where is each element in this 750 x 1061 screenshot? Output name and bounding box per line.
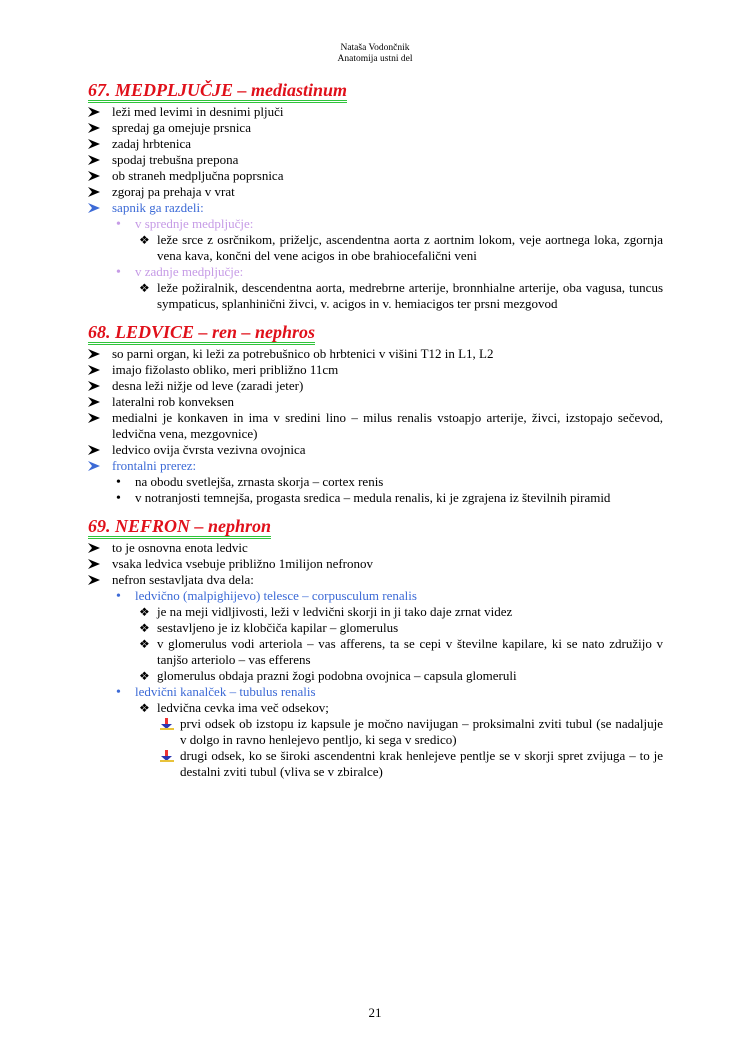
list-item	[88, 152, 663, 168]
dot-bullet-icon: •	[116, 265, 121, 280]
document-body	[88, 80, 663, 790]
list-item	[88, 410, 663, 442]
diamond-bullet-icon: ❖	[139, 621, 150, 635]
list-item-text: glomerulus obdaja prazni žogi podobna ovojnica – capsula glomeruli	[157, 668, 517, 683]
list-item	[88, 120, 663, 136]
list-item-text: sestavljeno je iz klobčiča kapilar – glomerulus	[157, 620, 399, 635]
list-item	[88, 378, 663, 394]
diamond-bullet-icon: ❖	[139, 233, 150, 247]
diamond-bullet-icon: ❖	[139, 669, 150, 683]
dot-bullet-icon: •	[116, 589, 121, 604]
list-item	[88, 556, 663, 572]
diamond-bullet-icon: ❖	[139, 637, 150, 651]
list-item-text: lateralni rob konveksen	[112, 394, 235, 409]
list-item	[88, 716, 663, 748]
arrow-bullet-icon	[88, 136, 100, 153]
arrow-bullet-icon	[88, 200, 100, 217]
section	[88, 322, 663, 506]
list-item-text: nefron sestavljata dva dela:	[112, 572, 254, 587]
arrow-bullet-icon	[88, 442, 100, 459]
dot-bullet-icon: •	[116, 475, 121, 490]
list-item	[88, 442, 663, 458]
section-heading: 69. NEFRON – nephron	[88, 516, 271, 539]
arrow-bullet-icon	[88, 152, 100, 169]
list-item	[88, 200, 663, 216]
list-item-text: spodaj trebušna prepona	[112, 152, 239, 167]
list-item	[88, 684, 663, 700]
list-item	[88, 636, 663, 668]
arrow-bullet-icon	[88, 346, 100, 363]
list-item	[88, 346, 663, 362]
list-item	[88, 474, 663, 490]
list-item	[88, 458, 663, 474]
section	[88, 80, 663, 312]
list-item	[88, 264, 663, 280]
list-item	[88, 362, 663, 378]
list-item	[88, 588, 663, 604]
list-item-text: leži med levimi in desnimi pljuči	[112, 104, 284, 119]
list-item-text: imajo fižolasto obliko, meri približno 11cm	[112, 362, 339, 377]
arrow-bullet-icon	[88, 410, 100, 427]
diamond-bullet-icon: ❖	[139, 281, 150, 295]
arrow-bullet-icon	[88, 458, 100, 475]
list-item-text: drugi odsek, ko se široki ascendentni krak henlejeve pentlje se v skorji spret zvijuga – to je destalni zviti tubul (vliva se v zbiralce)	[180, 748, 663, 779]
list-item	[88, 700, 663, 716]
list-item-text: ledvična cevka ima več odsekov;	[157, 700, 329, 715]
list-item	[88, 394, 663, 410]
list-item-text: ob straneh medpljučna poprsnica	[112, 168, 284, 183]
list-item-text: leže požiralnik, descendentna aorta, medrebrne arterije, bronnhialne arterije, oba vagusa, tuncus sympaticus, splanhinični živci, v. acigos in v. hemiacigos ter prsni mezgovod	[157, 280, 663, 311]
arrow-bullet-icon	[88, 540, 100, 557]
arrow-bullet-icon	[88, 378, 100, 395]
list-item-text: desna leži nižje od leve (zaradi jeter)	[112, 378, 304, 393]
list-item	[88, 232, 663, 264]
dot-bullet-icon: •	[116, 217, 121, 232]
list-item	[88, 216, 663, 232]
list-item-text: prvi odsek ob izstopu iz kapsule je močno navijugan – proksimalni zviti tubul (se nadaljuje v dolgo in ravno henlejevo pentljo, ki sega v sredico)	[180, 716, 663, 747]
section	[88, 516, 663, 780]
header-subtitle: Anatomija ustni del	[337, 54, 413, 64]
arrow-bullet-icon	[88, 168, 100, 185]
list-item-text: ledvico ovija čvrsta vezivna ovojnica	[112, 442, 306, 457]
list-item-text: sapnik ga razdeli:	[112, 200, 204, 215]
list-item-text: ledvični kanalček – tubulus renalis	[135, 684, 316, 699]
list-item	[88, 620, 663, 636]
list-item	[88, 104, 663, 120]
list-item	[88, 668, 663, 684]
list-item	[88, 540, 663, 556]
arrow-bullet-icon	[88, 572, 100, 589]
down-arrow-bullet-icon	[160, 748, 174, 766]
list-item	[88, 184, 663, 200]
dot-bullet-icon: •	[116, 685, 121, 700]
list-item	[88, 490, 663, 506]
arrow-bullet-icon	[88, 120, 100, 137]
list-item-text: medialni je konkaven in ima v sredini lino – milus renalis vstoapjo arterije, živci, izstopajo sečevod, ledvična vena, mezgovnice)	[112, 410, 663, 441]
list-item	[88, 136, 663, 152]
list-item-text: frontalni prerez:	[112, 458, 197, 473]
arrow-bullet-icon	[88, 394, 100, 411]
list-item-text: v glomerulus vodi arteriola – vas afferens, ta se cepi v številne kapilare, ki se nato združijo v tanjšo arteriolo – vas efferens	[157, 636, 663, 667]
list-item	[88, 168, 663, 184]
list-item	[88, 572, 663, 588]
arrow-bullet-icon	[88, 362, 100, 379]
arrow-bullet-icon	[88, 184, 100, 201]
list-item-text: zgoraj pa prehaja v vrat	[112, 184, 235, 199]
section-heading: 67. MEDPLJUČJE – mediastinum	[88, 80, 347, 103]
arrow-bullet-icon	[88, 556, 100, 573]
list-item-text: spredaj ga omejuje prsnica	[112, 120, 251, 135]
down-arrow-bullet-icon	[160, 716, 174, 734]
list-item-text: zadaj hrbtenica	[112, 136, 192, 151]
page-header	[0, 43, 750, 65]
list-item-text: je na meji vidljivosti, leži v ledvični skorji in ji tako daje zrnat videz	[157, 604, 513, 619]
list-item-text: v zadnje medpljučje:	[135, 264, 244, 279]
list-item-text: to je osnovna enota ledvic	[112, 540, 248, 555]
dot-bullet-icon: •	[116, 491, 121, 506]
page-number: 21	[368, 1005, 382, 1020]
arrow-bullet-icon	[88, 104, 100, 121]
list-item-text: v notranjosti temnejša, progasta sredica – medula renalis, ki je zgrajena iz številnih piramid	[135, 490, 611, 505]
list-item	[88, 748, 663, 780]
list-item-text: leže srce z osrčnikom, priželjc, ascendentna aorta z aortnim lokom, veje aortnega loka, zgornja vena kava, končni del vene acigos in obe brahiocefalični veni	[157, 232, 663, 263]
list-item-text: vsaka ledvica vsebuje približno 1milijon nefronov	[112, 556, 374, 571]
list-item	[88, 280, 663, 312]
list-item-text: na obodu svetlejša, zrnasta skorja – cortex renis	[135, 474, 384, 489]
list-item-text: so parni organ, ki leži za potrebušnico ob hrbtenici v višini T12 in L1, L2	[112, 346, 494, 361]
list-item-text: v sprednje medpljučje:	[135, 216, 254, 231]
header-author: Nataša Vodončnik	[340, 43, 410, 53]
list-item	[88, 604, 663, 620]
diamond-bullet-icon: ❖	[139, 701, 150, 715]
section-heading: 68. LEDVICE – ren – nephros	[88, 322, 315, 345]
list-item-text: ledvično (malpighijevo) telesce – corpusculum renalis	[135, 588, 417, 603]
diamond-bullet-icon: ❖	[139, 605, 150, 619]
